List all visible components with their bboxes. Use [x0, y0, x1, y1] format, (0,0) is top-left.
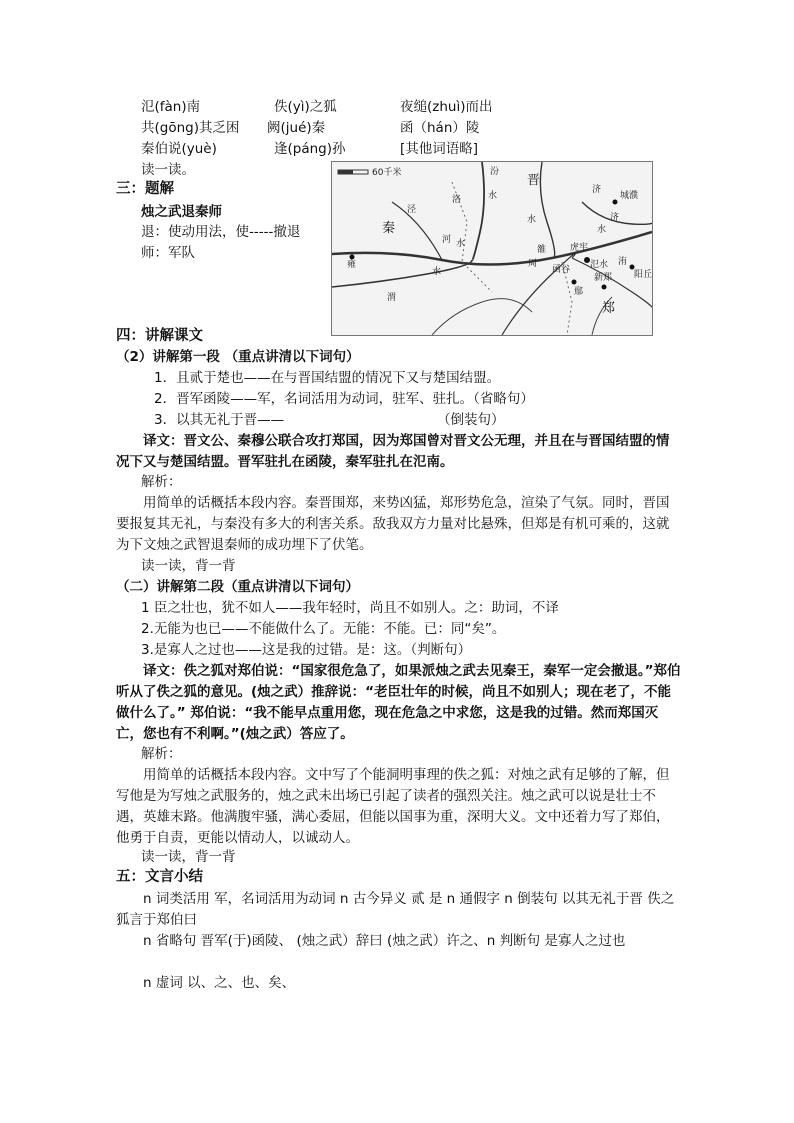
section4-item1-2: 2．晋军函陵——军，名词活用为动词，驻军、驻扎。（省略句）: [154, 391, 534, 407]
section4-item1-1: 1．且贰于楚也——在与晋国结盟的情况下又与楚国结盟。: [154, 370, 501, 386]
map-label-yong: 雍: [347, 260, 357, 270]
map-scale-label: 60千米: [372, 168, 402, 178]
map-label-jin: 晋: [527, 173, 541, 188]
pron-1-1: 氾(fàn)南: [141, 99, 201, 115]
map-label-fanshui: 氾水: [590, 260, 609, 270]
section4-title: 四：讲解课文: [116, 328, 203, 344]
section3-title: 三：题解: [116, 181, 174, 197]
analysis-label-1: 解析：: [141, 474, 182, 490]
map-label-luoyang: 雒: [537, 245, 547, 255]
read-recite-2: 读一读，背一背: [141, 849, 236, 865]
pron-2-1: 共(gōng)其乏困: [141, 120, 240, 136]
map-label-zheng: 郑: [602, 301, 616, 316]
section4-item2-1: 1 臣之壮也，犹不如人——我年轻时，尚且不如别人。之：助词，不译: [141, 600, 559, 616]
section3-subtitle: 烛之武退秦师: [141, 204, 222, 220]
map-label-fen: 汾: [490, 167, 500, 177]
map-label-luo: 洛: [452, 195, 462, 205]
analysis-1: 用简单的话概括本段内容。秦晋围郑，来势凶猛，郑形势危急，渲染了气氛。同时，晋国要报复其无礼，与秦没有多大的利害关系。敌我双方力量对比悬殊，但郑是有机可乘的，这就为下文烛之武智退秦师的成功埋下了伏笔。: [116, 495, 670, 553]
map-label-chengpu: 城濮: [620, 191, 639, 201]
map-label-qin: 秦: [382, 221, 396, 236]
map-label-yanling: 阳丘: [634, 270, 652, 280]
read-recite-1: 读一读，背一背: [141, 558, 236, 574]
section4-item1-3-note: （倒装句）: [437, 412, 505, 428]
map-label-shui4: 水: [597, 225, 607, 235]
map-label-jinshui: 洧: [618, 257, 628, 267]
analysis-label-2: 解析：: [141, 746, 182, 762]
map-label-shui3: 水: [527, 215, 537, 225]
map-label-wei: 渭: [387, 293, 397, 303]
translation-2: 译文：佚之狐对郑伯说：“国家很危急了，如果派烛之武去见秦王，秦军一定会撤退。”郑伯听从了佚之狐的意见。(烛之武）推辞说：“老臣壮年的时候，尚且不如别人；现在老了，不能做什么了。” 郑伯说：“我不能早点重用您，现在危急之中求您，这是我的过错。然而郑国灭亡，您也有不利啊。”(烛之武）答应了。: [116, 663, 681, 742]
map-label-zhou: 周: [528, 259, 538, 269]
pron-1-2: 佚(yì)之狐: [274, 99, 337, 115]
map-label-qi: 济: [592, 185, 602, 195]
map-label-ji: 济: [610, 213, 620, 223]
map-city-yong: [350, 255, 355, 260]
section5-para1: n 词类活用 军，名词活用为动词 n 古今异义 贰 是 n 通假字 n 倒装句 以其无礼于晋 佚之狐言于郑伯曰: [116, 891, 675, 928]
map-label-hulao: 虎牢: [570, 243, 589, 253]
translation-1: 译文：晋文公、秦穆公联合攻打郑国，因为郑国曾对晋文公无理，并且在与晋国结盟的情况下又与楚国结盟。晋军驻扎在函陵，秦军驻扎在氾南。: [116, 433, 670, 470]
pron-3-2: 逢(páng)孙: [274, 141, 346, 157]
pron-3-3: [其他词语略]: [400, 141, 479, 157]
analysis-2: 用简单的话概括本段内容。文中写了个能洞明事理的佚之狐：对烛之武有足够的了解，但写他是为写烛之武服务的，烛之武未出场已引起了读者的强烈关注。烛之武可以说是壮士不遇，英雄末路。他满腹牢骚，满心委屈，但能以国事为重，深明大义。文中还着力写了郑伯，他勇于自责，更能以情动人，以诚动人。: [116, 767, 670, 846]
section5-para3: n 虚词 以、之、也、矣、: [143, 975, 296, 991]
map-label-shui2: 水: [456, 239, 466, 249]
map-label-shui1: 水: [488, 191, 498, 201]
section4-item1-3: 3．以其无礼于晋——: [154, 412, 285, 428]
pron-3-1: 秦伯说(yuè): [141, 141, 217, 157]
section3-line1: 退：使动用法，使-----撤退: [141, 224, 301, 240]
pron-1-3: 夜缒(zhuì)而出: [400, 99, 493, 115]
read-line: 读一读。: [141, 162, 195, 178]
map-label-he: 河: [442, 235, 452, 245]
section3-line2: 师：军队: [141, 245, 195, 261]
section5-para2: n 省略句 晋军(于)函陵、 (烛之武）辞曰 (烛之武）许之、n 判断句 是寡人之过也: [143, 933, 626, 949]
section4-item2-3: 3.是寡人之过也——这是我的过错。是：这。（判断句）: [141, 642, 472, 658]
section4-part2-title: （二）讲解第二段（重点讲清以下词句）: [116, 579, 359, 595]
section4-item2-2: 2.无能为也已——不能做什么了。无能：不能。已：同“矣”。: [141, 621, 506, 637]
map-label-wei-shui: 水: [432, 267, 442, 277]
section5-title: 五：文言小结: [116, 869, 203, 885]
map-label-hangu: 函谷: [552, 265, 571, 275]
history-map: [331, 161, 653, 336]
section4-part1-title: （2）讲解第一段 （重点讲清以下词句）: [116, 349, 360, 365]
pron-2-3: 函（hán）陵: [400, 120, 480, 136]
map-label-yan: 鄢: [574, 287, 584, 297]
map-label-jing: 泾: [407, 205, 417, 215]
pron-2-2: 阙(jué)秦: [267, 120, 326, 136]
map-label-xinzheng: 新郑: [594, 273, 613, 283]
